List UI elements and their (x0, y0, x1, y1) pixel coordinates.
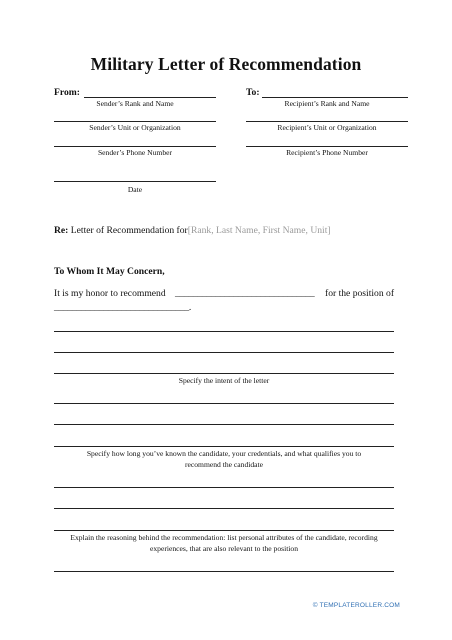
salutation: To Whom It May Concern, (54, 266, 165, 277)
intro-position-text: for the position of (325, 288, 395, 299)
re-line (54, 225, 331, 236)
intent-line-2[interactable] (54, 352, 394, 353)
intent-line-3[interactable] (54, 373, 394, 374)
date-caption: Date (127, 185, 143, 194)
candidate-name-blank[interactable]: _______________________________ (175, 288, 315, 299)
reason-line-1[interactable] (54, 487, 394, 488)
recipient-phone-caption: Recipient’s Phone Number (286, 148, 368, 157)
position-blank[interactable]: ______________________________. (54, 302, 192, 313)
sender-phone-caption: Sender’s Phone Number (97, 148, 173, 157)
sender-unit-caption: Sender’s Unit or Organization (89, 123, 181, 132)
from-line[interactable] (84, 97, 216, 98)
re-label: Re: (54, 225, 69, 236)
recipient-phone-line[interactable] (246, 146, 408, 147)
known-line-1[interactable] (54, 403, 394, 404)
from-label: From: (54, 87, 80, 98)
recipient-unit-caption: Recipient’s Unit or Organization (277, 123, 377, 132)
re-placeholder[interactable]: Rank, Last Name, First Name, Unit (190, 225, 328, 236)
reason-line-2[interactable] (54, 508, 394, 509)
footer-link[interactable] (313, 602, 400, 609)
to-label: To: (246, 87, 260, 98)
known-line-2[interactable] (54, 424, 394, 425)
to-line[interactable] (262, 97, 408, 98)
known-line-3[interactable] (54, 446, 394, 447)
document-title: Military Letter of Recommendation (90, 54, 362, 74)
reason-line-3[interactable] (54, 530, 394, 531)
reason-caption-line-2: experiences, that are also relevant to the position (149, 544, 299, 553)
sender-unit-line[interactable] (54, 121, 216, 122)
re-open-bracket: [ (187, 225, 191, 236)
date-line[interactable] (54, 181, 216, 182)
sender-phone-line[interactable] (54, 146, 216, 147)
recipient-rank-name-caption: Recipient’s Rank and Name (284, 99, 370, 108)
recipient-unit-line[interactable] (246, 121, 408, 122)
reason-caption-line-1: Explain the reasoning behind the recommendation: list personal attributes of the candidate, recording (70, 533, 378, 542)
sender-rank-name-caption: Sender’s Rank and Name (96, 99, 174, 108)
known-caption-line-1: Specify how long you’ve known the candidate, your credentials, and what qualifies you to (86, 449, 362, 458)
footer-text: TEMPLATEROLLER.COM (319, 602, 400, 609)
known-caption-line-2: recommend the candidate (184, 460, 263, 469)
re-close-bracket: ] (327, 225, 331, 236)
closing-line[interactable] (54, 571, 394, 572)
copyright-icon: © (312, 602, 318, 609)
intent-line-1[interactable] (54, 331, 394, 332)
intent-caption: Specify the intent of the letter (178, 376, 270, 385)
re-text: Letter of Recommendation for (70, 225, 188, 236)
intro-text: It is my honor to recommend (54, 288, 166, 299)
